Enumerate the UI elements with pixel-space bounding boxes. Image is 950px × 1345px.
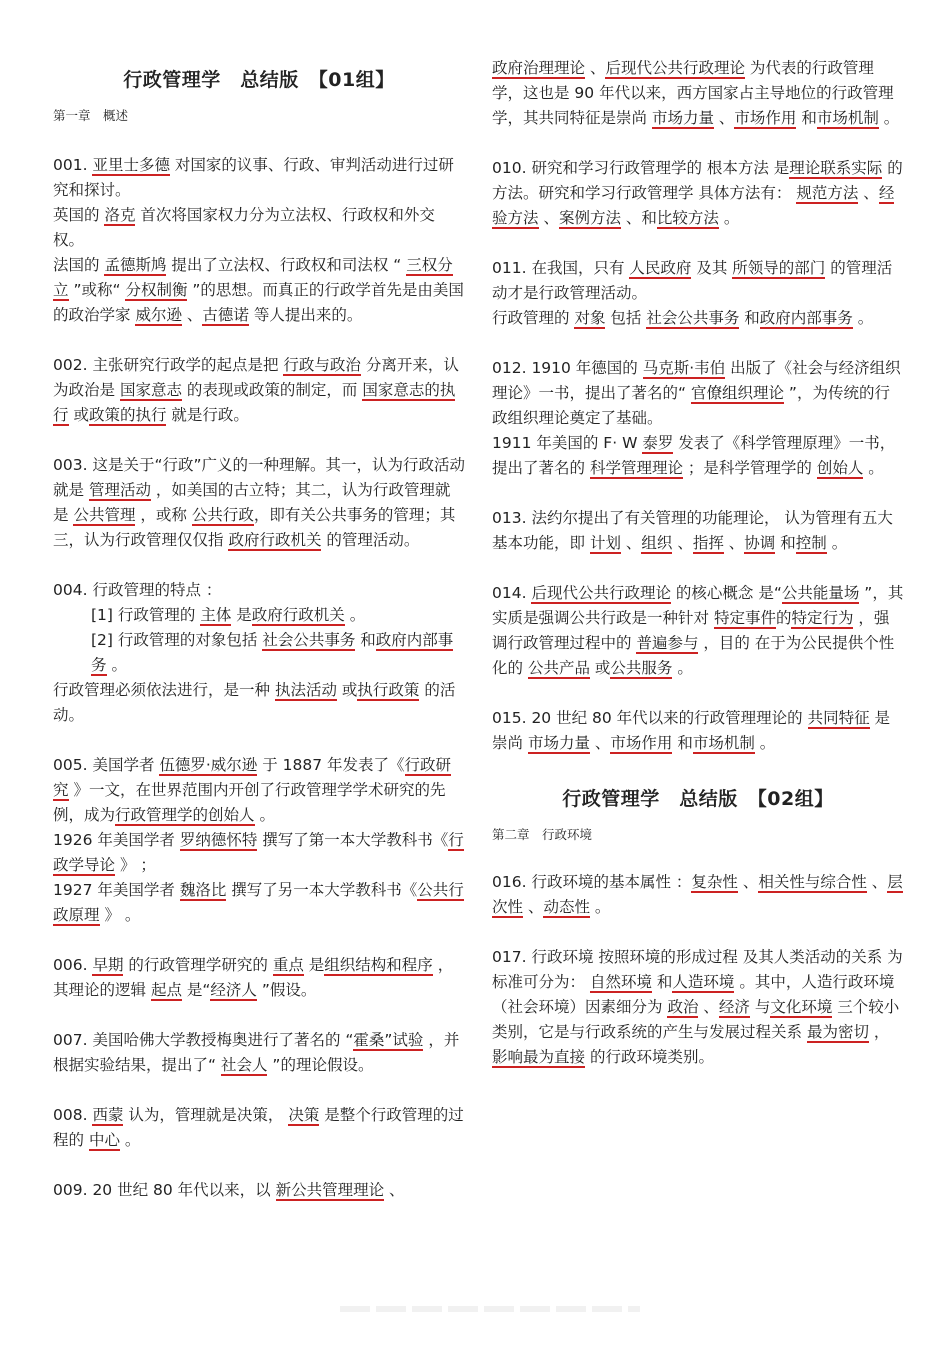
plain-text: 。 — [254, 806, 275, 824]
underlined-answer: 计划 — [589, 534, 621, 552]
underlined-answer: 社会公共事务 — [262, 631, 356, 649]
plain-text: 012. 1910 年德国的 — [492, 359, 643, 377]
underlined-answer: 罗纳德怀特 — [179, 831, 258, 849]
qa-item — [53, 578, 465, 728]
underlined-answer: 社会人 — [220, 1056, 268, 1074]
underlined-answer: 行政研究 — [53, 756, 452, 799]
qa-paragraph — [53, 353, 465, 428]
plain-text: 法国的 — [53, 256, 105, 274]
underlined-answer: 马克斯·韦伯 — [642, 359, 726, 377]
qa-paragraph — [53, 153, 465, 203]
plain-text: 和 — [775, 534, 796, 552]
plain-text: 016. 行政环境的基本属性 ： — [492, 873, 692, 891]
underlined-answer: 公共能量场 — [781, 584, 860, 602]
chapter-2-heading: 第二章 行政环境 — [492, 827, 593, 842]
underlined-answer: 控制 — [795, 534, 827, 552]
plain-text: 017. 行政环境 按照环境的形成过程 及其人类活动的关系 为标准可分为： — [492, 948, 903, 991]
right-column — [492, 0, 904, 1070]
underlined-answer: 指挥 — [692, 534, 724, 552]
underlined-answer: 公共管理 — [73, 506, 136, 524]
underlined-answer: 威尔逊 — [135, 306, 182, 324]
plain-text: 是 — [231, 606, 252, 624]
underlined-answer: 比较方法 — [656, 209, 719, 227]
qa-item — [53, 953, 465, 1003]
underlined-answer: 特定事件 — [713, 609, 776, 627]
plain-text: 出版了《社会与经济组织理论》一书，提出了著名的“ — [492, 359, 901, 402]
plain-text: 行政管理必须依法进行，是一种 — [53, 681, 275, 699]
qa-item — [492, 356, 904, 481]
underlined-answer: 孟德斯鸠 — [104, 256, 167, 274]
plain-text: 004. 行政管理的特点 ： — [53, 581, 222, 599]
plain-text: 。 — [344, 606, 366, 624]
qa-paragraph — [53, 828, 465, 878]
plain-text: 015. 20 世纪 80 年代以来的行政管理理论的 — [492, 709, 808, 727]
plain-text: 或 — [336, 681, 358, 699]
underlined-answer: 社会公共事务 — [646, 309, 740, 327]
underlined-answer: 政府内部事务 — [759, 309, 853, 327]
plain-text: 、 — [523, 898, 544, 916]
qa-paragraph — [53, 628, 465, 678]
qa-paragraph — [492, 581, 904, 681]
underlined-answer: 执法活动 — [274, 681, 337, 699]
plain-text: 提出了立法权、行政权和司法权 “ — [166, 256, 407, 274]
plain-text: ”的思想。而真正的行政学首先是由美国的政治学家 — [53, 281, 464, 324]
underlined-answer: 霍桑”试验 — [353, 1031, 424, 1049]
plain-text: 006. — [53, 956, 93, 974]
underlined-answer: 对象 — [574, 309, 606, 327]
plain-text: 的管理活动才是行政管理活动。 — [492, 259, 893, 302]
plain-text: ”假设。 — [256, 981, 317, 999]
plain-text: 005. 美国学者 — [53, 756, 160, 774]
plain-text: 、 — [698, 998, 719, 1016]
underlined-answer: 行政与政治 — [283, 356, 361, 374]
plain-text: 于 1887 年发表了《 — [257, 756, 405, 774]
underlined-answer: 行政学导论 — [53, 831, 464, 874]
qa-paragraph — [53, 578, 465, 603]
underlined-answer: 经济人 — [210, 981, 257, 999]
underlined-answer: 普遍参与 — [636, 634, 699, 652]
plain-text: 是整个行政管理的过程的 — [53, 1106, 464, 1149]
qa-paragraph — [53, 1178, 465, 1203]
underlined-answer: 早期 — [92, 956, 124, 974]
underlined-answer: 案例方法 — [558, 209, 621, 227]
plain-text: ”或称“ — [68, 281, 126, 299]
underlined-answer: 起点 — [150, 981, 182, 999]
plain-text: 001. — [53, 156, 93, 174]
plain-text: 010. 研究和学习行政管理学的 根本方法 是 — [492, 159, 790, 177]
plain-text: 、 — [737, 873, 759, 891]
plain-text: 008. — [53, 1106, 93, 1124]
underlined-answer: 动态性 — [543, 898, 590, 916]
underlined-answer: 理论联系实际 — [789, 159, 883, 177]
underlined-answer: 管理活动 — [88, 481, 151, 499]
underlined-answer: 主体 — [200, 606, 232, 624]
plain-text: 1927 年美国学者 — [53, 881, 180, 899]
chapter-1-heading: 第一章 概述 — [53, 108, 129, 123]
underlined-answer: 洛克 — [104, 206, 136, 224]
plain-text: ，强调行政管理过程中的 — [492, 609, 890, 652]
plain-text: 或 — [68, 406, 89, 424]
plain-text: 首次将国家权力分为立法权、行政权和外交权。 — [53, 206, 435, 249]
underlined-answer: 政府行政机关 — [228, 531, 322, 549]
underlined-answer: 执行政策 — [357, 681, 420, 699]
qa-item — [492, 156, 904, 231]
underlined-answer: 特定行为 — [791, 609, 854, 627]
plain-text: 、 — [713, 109, 735, 127]
plain-text: 。 — [672, 659, 693, 677]
qa-paragraph — [53, 953, 465, 1003]
underlined-answer: 新公共管理理论 — [275, 1181, 385, 1199]
plain-text: 认为，管理就是决策， — [123, 1106, 289, 1124]
qa-paragraph — [53, 1028, 465, 1078]
underlined-answer: 市场作用 — [610, 734, 673, 752]
plain-text: 。 — [718, 209, 740, 227]
underlined-answer: 市场力量 — [527, 734, 590, 752]
plain-text: 分离开来，认为政治是 — [53, 356, 459, 399]
plain-text: ，即有关公共事务的管理；其三，认为行政管理仅仅指 — [53, 506, 456, 549]
qa-paragraph — [492, 506, 904, 556]
underlined-answer: 古德诺 — [202, 306, 249, 324]
qa-paragraph — [53, 878, 465, 928]
plain-text: 011. 在我国，只有 — [492, 259, 630, 277]
qa-paragraph — [53, 603, 465, 628]
plain-text: 002. 主张研究行政学的起点是把 — [53, 356, 284, 374]
underlined-answer: 文化环境 — [770, 998, 833, 1016]
left-item-list — [53, 153, 465, 1203]
underlined-answer: 公共行政原理 — [53, 881, 464, 924]
plain-text: 1926 年美国学者 — [53, 831, 180, 849]
qa-paragraph — [492, 870, 904, 920]
underlined-answer: 市场机制 — [692, 734, 755, 752]
plain-text: 是 — [303, 956, 325, 974]
qa-paragraph — [492, 706, 904, 756]
plain-text: 的行政管理学研究的 — [123, 956, 273, 974]
plain-text: 、 — [672, 534, 693, 552]
underlined-answer: 政府行政机关 — [251, 606, 345, 624]
plain-text: 撰写了另一本大学教科书《 — [226, 881, 418, 899]
underlined-answer: 三权分立 — [53, 256, 453, 299]
plain-text: 及其 — [691, 259, 733, 277]
underlined-answer: 影响最为直接 — [492, 1048, 586, 1066]
page-footer-faint — [340, 1306, 640, 1312]
qa-item — [53, 1028, 465, 1078]
underlined-answer: 政府内部事务 — [91, 631, 454, 674]
page-title-group-01: 行政管理学 总结版 【01组】 — [123, 69, 395, 91]
underlined-answer: 国家意志 — [119, 381, 182, 399]
underlined-answer: 自然环境 — [589, 973, 652, 991]
plain-text: 。 — [878, 109, 900, 127]
plain-text: [1] 行政管理的 — [91, 606, 201, 624]
plain-text: ，或称 — [135, 506, 192, 524]
qa-paragraph — [53, 678, 465, 728]
plain-text: ，其理论的逻辑 — [53, 956, 454, 999]
qa-item — [492, 581, 904, 681]
plain-text: 、 — [384, 1181, 405, 1199]
plain-text: 的行政环境类别。 — [585, 1048, 714, 1066]
qa-paragraph — [492, 256, 904, 306]
qa-paragraph — [53, 1103, 465, 1153]
underlined-answer: 伍德罗·威尔逊 — [159, 756, 258, 774]
plain-text: 和 — [739, 309, 760, 327]
plain-text: 、 — [538, 209, 559, 227]
plain-text: 和 — [672, 734, 693, 752]
qa-item — [492, 506, 904, 556]
underlined-answer: 协调 — [744, 534, 776, 552]
plain-text: 。其中，人造行政环境（社会环境）因素细分为 — [492, 973, 895, 1016]
underlined-answer: 政策的执行 — [88, 406, 167, 424]
plain-text: 的 — [775, 609, 792, 627]
underlined-answer: 官僚组织理论 — [690, 384, 784, 402]
underlined-answer: 市场机制 — [816, 109, 879, 127]
qa-paragraph — [53, 453, 465, 553]
plain-text: 007. 美国哈佛大学教授梅奥进行了著名的 “ — [53, 1031, 354, 1049]
underlined-answer: 最为密切 — [806, 1023, 869, 1041]
underlined-answer: 规范方法 — [796, 184, 859, 202]
plain-text: 行政管理的 — [492, 309, 575, 327]
underlined-answer: 重点 — [272, 956, 304, 974]
plain-text: 009. 20 世纪 80 年代以来，以 — [53, 1181, 276, 1199]
underlined-answer: 后现代公共行政理论 — [531, 584, 671, 602]
plain-text: ；是科学管理学的 — [682, 459, 817, 477]
plain-text: 是“ — [181, 981, 211, 999]
plain-text: ”，为传统的行政组织理论奠定了基础。 — [492, 384, 890, 427]
plain-text: ， — [868, 1023, 890, 1041]
plain-text: 的活动。 — [53, 681, 456, 724]
qa-paragraph — [492, 306, 904, 331]
plain-text: 和 — [651, 973, 673, 991]
qa-item — [492, 56, 904, 131]
plain-text: 013. 法约尔提出了有关管理的功能理论， 认为管理有五大基本功能，即 — [492, 509, 893, 552]
qa-item — [53, 453, 465, 553]
plain-text: 与 — [749, 998, 771, 1016]
underlined-answer: 国家意志的执行 — [53, 381, 456, 424]
plain-text: 发表了《科学管理原理》一书，提出了著名的 — [492, 434, 896, 477]
qa-item — [492, 256, 904, 331]
plain-text: 003. 这是关于“行政”广义的一种理解。其一，认为行政活动就是 — [53, 456, 466, 499]
qa-item — [53, 153, 465, 328]
qa-paragraph — [492, 56, 904, 131]
plain-text: [2] 行政管理的对象包括 — [91, 631, 263, 649]
underlined-answer: 中心 — [88, 1131, 120, 1149]
plain-text: ，如美国的古立特；其二，认为行政管理就是 — [53, 481, 451, 524]
plain-text: 、 — [866, 873, 888, 891]
plain-text: 包括 — [605, 309, 647, 327]
underlined-answer: 层次性 — [492, 873, 903, 916]
right-item-list-top — [492, 56, 904, 756]
plain-text: 、 — [858, 184, 879, 202]
underlined-answer: 人造环境 — [672, 973, 735, 991]
underlined-answer: 科学管理理论 — [589, 459, 683, 477]
plain-text: 是崇尚 — [492, 709, 891, 752]
plain-text: 和 — [796, 109, 817, 127]
underlined-answer: 行政管理学的创始人 — [115, 806, 255, 824]
plain-text: 英国的 — [53, 206, 105, 224]
plain-text: 014. — [492, 584, 532, 602]
plain-text: 、 — [585, 59, 606, 77]
page-title-group-02: 行政管理学 总结版 【02组】 — [562, 788, 834, 810]
qa-paragraph — [492, 431, 904, 481]
underlined-answer: 人民政府 — [629, 259, 692, 277]
underlined-answer: 相关性与综合性 — [758, 873, 867, 891]
underlined-answer: 经验方法 — [492, 184, 895, 227]
underlined-answer: 泰罗 — [642, 434, 674, 452]
underlined-answer: 组织 — [641, 534, 673, 552]
underlined-answer: 共同特征 — [807, 709, 870, 727]
plain-text: 。 — [852, 309, 874, 327]
plain-text: 的方法。研究和学习行政管理学 具体方法有： — [492, 159, 903, 202]
plain-text: 》 。 — [99, 906, 141, 924]
plain-text: 。 — [863, 459, 884, 477]
qa-item — [492, 945, 904, 1070]
underlined-answer: 亚里士多德 — [92, 156, 170, 174]
underlined-answer: 政府治理理论 — [492, 59, 586, 77]
plain-text: 。 — [106, 656, 127, 674]
underlined-answer: 所领导的部门 — [732, 259, 826, 277]
plain-text: 的表现或政策的制定，而 — [181, 381, 363, 399]
plain-text: 、 — [589, 734, 611, 752]
plain-text: 对国家的议事、行政、审判活动进行过研究和探讨。 — [53, 156, 454, 199]
qa-item — [53, 1103, 465, 1153]
plain-text: 。 — [119, 1131, 141, 1149]
underlined-answer: 公共服务 — [610, 659, 673, 677]
plain-text: 就是行政。 — [166, 406, 249, 424]
left-column — [53, 0, 465, 1203]
qa-item — [53, 1178, 465, 1203]
plain-text: 为代表的行政管理学，这也是 90 年代以来，西方国家占主导地位的行政管理学，其共同特征是崇尚 — [492, 59, 894, 127]
qa-item — [53, 353, 465, 428]
plain-text: 撰写了第一本大学教科书《 — [257, 831, 449, 849]
underlined-answer: 经济 — [718, 998, 750, 1016]
plain-text: 、 — [723, 534, 745, 552]
qa-item — [492, 870, 904, 920]
qa-item — [53, 753, 465, 928]
plain-text: 和 — [355, 631, 376, 649]
plain-text: 1911 年美国的 F· W — [492, 434, 643, 452]
qa-item — [492, 706, 904, 756]
underlined-answer: 公共行政 — [191, 506, 254, 524]
underlined-answer: 分权制衡 — [125, 281, 188, 299]
plain-text: 、 — [181, 306, 203, 324]
underlined-answer: 复杂性 — [691, 873, 738, 891]
underlined-answer: 西蒙 — [92, 1106, 124, 1124]
underlined-answer: 魏洛比 — [179, 881, 227, 899]
plain-text: 。 — [589, 898, 611, 916]
qa-paragraph — [53, 253, 465, 328]
plain-text: 》一文，在世界范围内开创了行政管理学学术研究的先例，成为 — [53, 781, 446, 824]
plain-text: 。 — [754, 734, 776, 752]
underlined-answer: 决策 — [288, 1106, 320, 1124]
plain-text: 。 — [826, 534, 848, 552]
plain-text: 三个较小类别，它是与行政系统的产生与发展过程关系 — [492, 998, 900, 1041]
plain-text: 的核心概念 是“ — [670, 584, 782, 602]
qa-paragraph — [492, 156, 904, 231]
plain-text: 、 — [620, 534, 642, 552]
underlined-answer: 组织结构和程序 — [324, 956, 433, 974]
plain-text: 的管理活动。 — [321, 531, 420, 549]
underlined-answer: 市场作用 — [734, 109, 797, 127]
plain-text: ”的理论假设。 — [267, 1056, 374, 1074]
qa-paragraph — [53, 753, 465, 828]
qa-paragraph — [492, 945, 904, 1070]
plain-text: ，目的 在于为公民提供个性化的 — [492, 634, 895, 677]
qa-paragraph — [492, 356, 904, 431]
plain-text: 、和 — [620, 209, 657, 227]
underlined-answer: 公共产品 — [527, 659, 590, 677]
underlined-answer: 市场力量 — [651, 109, 714, 127]
plain-text: ，并根据实验结果，提出了“ — [53, 1031, 460, 1074]
underlined-answer: 政治 — [667, 998, 699, 1016]
underlined-answer: 后现代公共行政理论 — [605, 59, 745, 77]
right-item-list-bottom — [492, 870, 904, 1070]
plain-text: 或 — [589, 659, 611, 677]
plain-text: ”，其实质是强调公共行政是一种针对 — [492, 584, 904, 627]
qa-paragraph — [53, 203, 465, 253]
plain-text: 等人提出来的。 — [248, 306, 363, 324]
underlined-answer: 创始人 — [816, 459, 864, 477]
plain-text: 》 ； — [115, 856, 156, 874]
